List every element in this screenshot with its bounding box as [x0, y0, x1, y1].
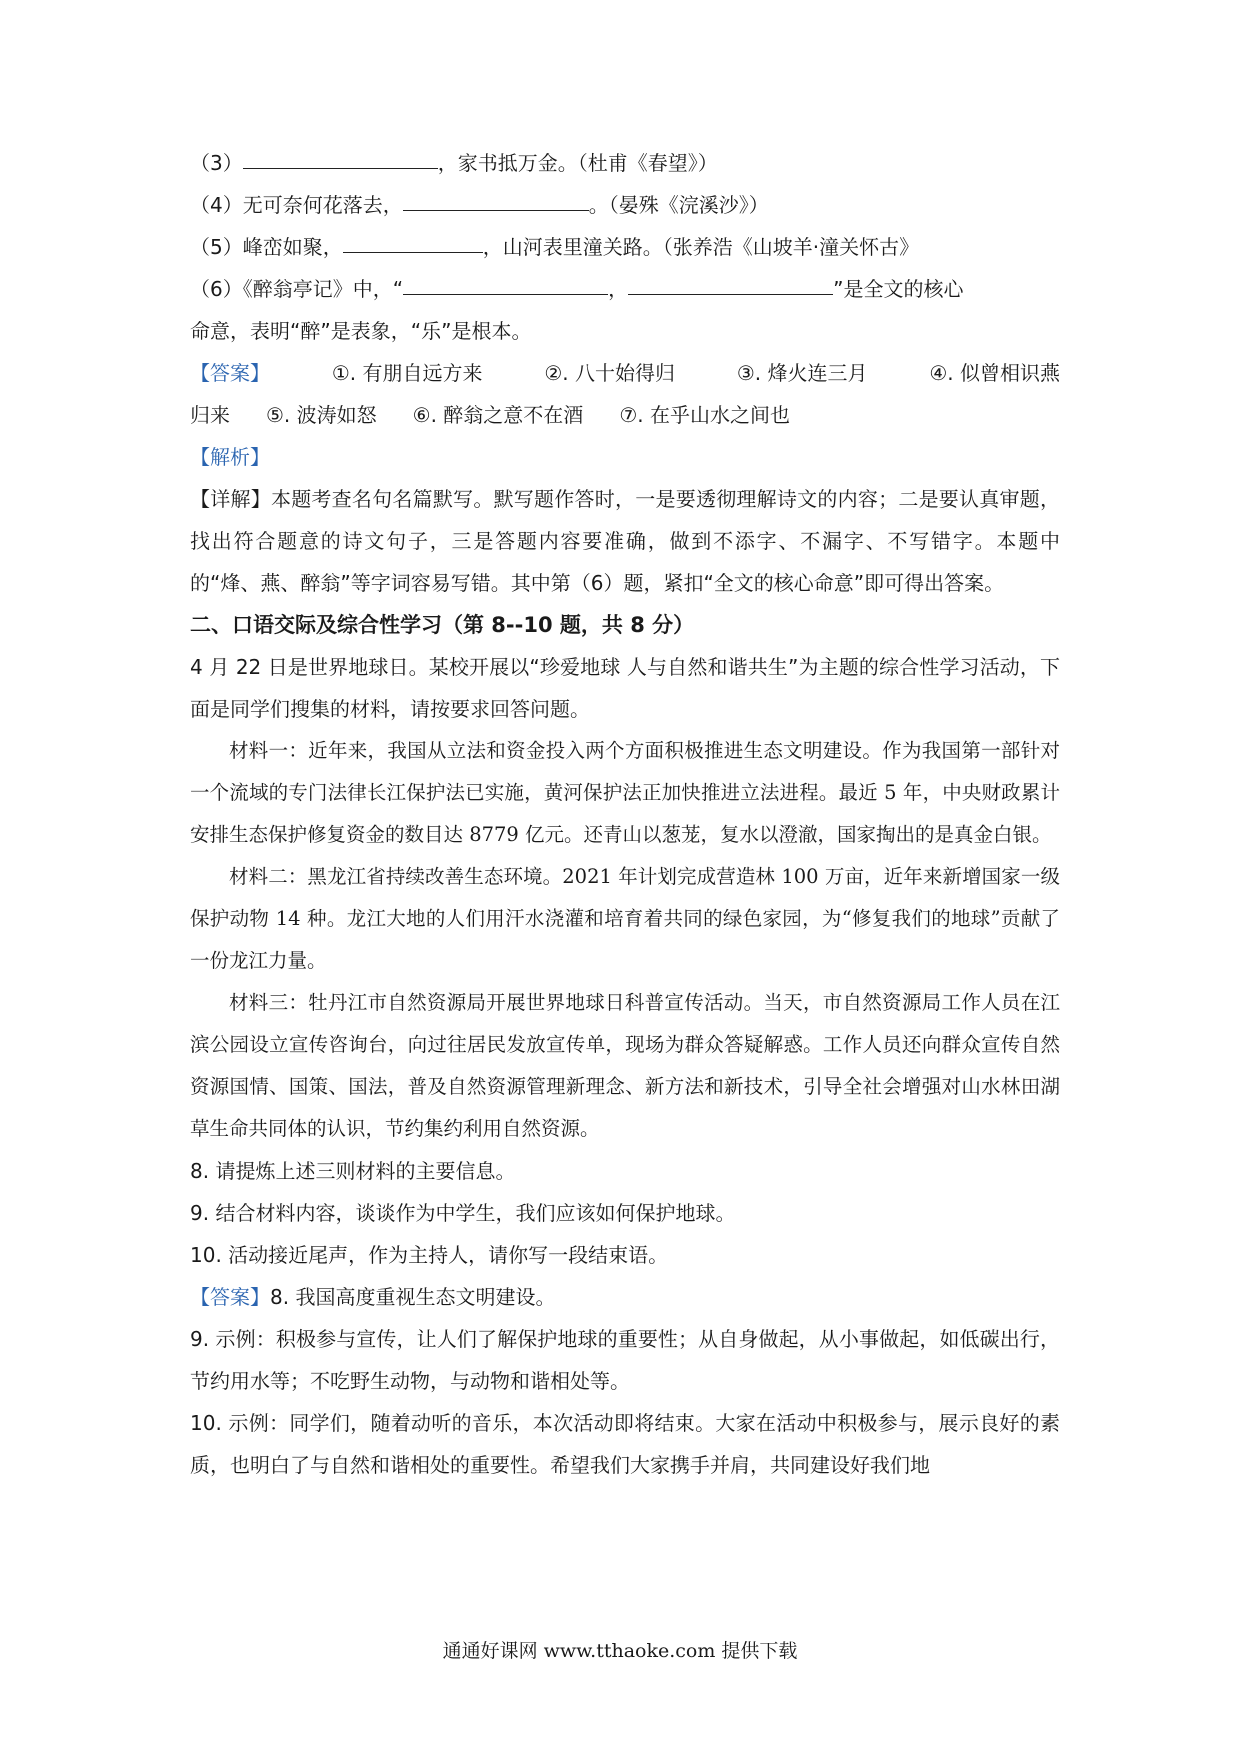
q5-suffix: ，山河表里潼关路。（张养浩《山坡羊·潼关怀古》 [482, 235, 920, 259]
detail-tag: 【详解】 [190, 487, 271, 511]
q3-prefix: （3） [190, 151, 243, 175]
q4-blank [403, 184, 589, 211]
q6-blank-1 [403, 268, 608, 295]
q5-prefix: （5）峰峦如聚， [190, 235, 343, 259]
detail-paragraph [190, 478, 1060, 604]
q4-suffix: 。（晏殊《浣溪沙》） [588, 193, 769, 217]
answer-item: 归来 [190, 403, 230, 427]
q3-blank [243, 142, 438, 169]
answer-item: ⑥. 醉翁之意不在酒 [412, 403, 584, 427]
intro-paragraph: 4 月 22 日是世界地球日。某校开展以“珍爱地球 人与自然和谐共生”为主题的综合性学习活动，下面是同学们搜集的材料，请按要求回答问题。 [190, 655, 1060, 721]
analysis-tag: 【解析】 [190, 445, 270, 469]
answer-9: 9. 示例：积极参与宣传，让人们了解保护地球的重要性；从自身做起，从小事做起，如低碳出行，节约用水等；不吃野生动物，与动物和谐相处等。 [190, 1327, 1060, 1393]
question-8: 8. 请提炼上述三则材料的主要信息。 [190, 1159, 516, 1183]
document-page [190, 142, 1060, 1486]
material-1: 材料一：近年来，我国从立法和资金投入两个方面积极推进生态文明建设。作为我国第一部针对一个流域的专门法律长江保护法已实施，黄河保护法正加快推进立法进程。最近 5 年，中央财政累计安排生态保护修复资金的数目达 8779 亿元。还青山以葱茏，复水以澄澈，国家掏出的是真金白银。 [190, 739, 1060, 846]
answer-tag: 【答案】 [190, 361, 270, 385]
q5-blank [343, 226, 483, 253]
answer-1-row-2 [190, 394, 1060, 436]
answer-1-row-1 [190, 352, 1060, 394]
q6-line2: 命意，表明“醉”是表象，“乐”是根本。 [190, 319, 532, 343]
answer-item: ④. 似曾相识燕 [929, 361, 1060, 385]
answer-8-text: 8. 我国高度重视生态文明建设。 [270, 1285, 556, 1309]
answer-item: ⑦. 在乎山水之间也 [619, 403, 790, 427]
question-5 [190, 226, 1060, 268]
answer-item: ③. 烽火连三月 [736, 361, 868, 385]
q4-prefix: （4）无可奈何花落去， [190, 193, 403, 217]
q6-prefix: （6）《醉翁亭记》中，“ [190, 277, 404, 301]
question-10: 10. 活动接近尾声，作为主持人，请你写一段结束语。 [190, 1243, 669, 1267]
q3-suffix: ，家书抵万金。（杜甫《春望》） [437, 151, 718, 175]
answer-2 [190, 1276, 1060, 1318]
q6-blank-2 [628, 268, 833, 295]
question-9: 9. 结合材料内容，谈谈作为中学生，我们应该如何保护地球。 [190, 1201, 736, 1225]
q6-suffix: ”是全文的核心 [833, 277, 964, 301]
section-2-title: 二、口语交际及综合性学习（第 8--10 题，共 8 分） [190, 613, 695, 637]
detail-text: 本题考查名句名篇默写。默写题作答时，一是要透彻理解诗文的内容；二是要认真审题，找出符合题意的诗文句子，三是答题内容要准确，做到不添字、不漏字、不写错字。本题中的“烽、燕、醉翁”等字词容易写错。其中第（6）题，紧扣“全文的核心命意”即可得出答案。 [190, 487, 1061, 595]
question-6 [190, 268, 1060, 310]
page-footer: 通通好课网 www.tthaoke.com 提供下载 [442, 1640, 798, 1662]
question-3 [190, 142, 1060, 184]
answer-item: ⑤. 波涛如怒 [266, 403, 377, 427]
q6-middle: ， [608, 277, 629, 301]
answer-item: ①. 有朋自远方来 [331, 361, 483, 385]
material-2: 材料二：黑龙江省持续改善生态环境。2021 年计划完成营造林 100 万亩，近年来新增国家一级保护动物 14 种。龙江大地的人们用汗水浇灌和培育着共同的绿色家园，为“修复我们的地球”贡献了一份龙江力量。 [190, 865, 1060, 972]
answer-tag: 【答案】 [190, 1285, 270, 1309]
material-3: 材料三：牡丹江市自然资源局开展世界地球日科普宣传活动。当天，市自然资源局工作人员在江滨公园设立宣传咨询台，向过往居民发放宣传单，现场为群众答疑解惑。工作人员还向群众宣传自然资源国情、国策、国法，普及自然资源管理新理念、新方法和新技术，引导全社会增强对山水林田湖草生命共同体的认识，节约集约利用自然资源。 [190, 991, 1060, 1140]
answer-item: ②. 八十始得归 [544, 361, 675, 385]
question-4 [190, 184, 1060, 226]
answer-10: 10. 示例：同学们，随着动听的音乐，本次活动即将结束。大家在活动中积极参与，展示良好的素质，也明白了与自然和谐相处的重要性。希望我们大家携手并肩，共同建设好我们地 [190, 1411, 1060, 1477]
